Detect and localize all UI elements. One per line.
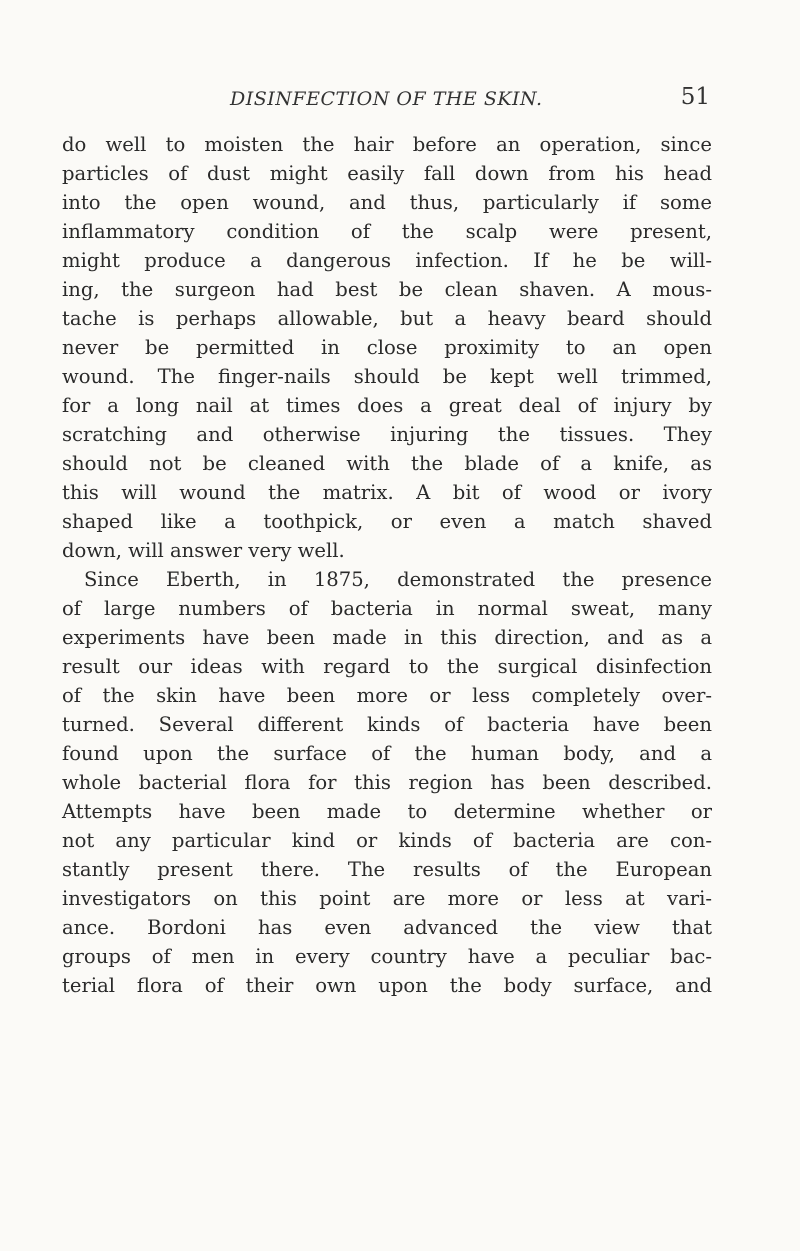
text-line: experiments have been made in this direction, and as a <box>62 626 712 649</box>
page-header <box>90 84 710 118</box>
text-line: particles of dust might easily fall down from his head <box>62 162 712 185</box>
text-line: shaped like a toothpick, or even a match shaved <box>62 510 712 533</box>
text-line: do well to moisten the hair before an operation, since <box>62 133 712 156</box>
text-line: whole bacterial flora for this region has been described. <box>62 771 712 794</box>
text-line: investigators on this point are more or less at vari- <box>62 887 712 910</box>
text-line: terial flora of their own upon the body surface, and <box>62 974 712 997</box>
text-line: wound. The finger-nails should be kept well trimmed, <box>62 365 712 388</box>
text-line: stantly present there. The results of the European <box>62 858 712 881</box>
text-line: result our ideas with regard to the surgical disinfection <box>62 655 712 678</box>
text-line: Attempts have been made to determine whether or <box>62 800 712 823</box>
text-line: turned. Several different kinds of bacteria have been <box>62 713 712 736</box>
text-line: this will wound the matrix. A bit of wood or ivory <box>62 481 712 504</box>
text-line: groups of men in every country have a peculiar bac- <box>62 945 712 968</box>
text-line: inflammatory condition of the scalp were present, <box>62 220 712 243</box>
running-title: DISINFECTION OF THE SKIN. <box>230 88 543 110</box>
text-line: for a long nail at times does a great deal of injury by <box>62 394 712 417</box>
text-line: should not be cleaned with the blade of a knife, as <box>62 452 712 475</box>
text-line: Since Eberth, in 1875, demonstrated the presence <box>84 568 712 591</box>
text-line: ance. Bordoni has even advanced the view that <box>62 916 712 939</box>
text-line: of large numbers of bacteria in normal sweat, many <box>62 597 712 620</box>
page-number: 51 <box>680 84 710 110</box>
text-line: ing, the surgeon had best be clean shaven. A mous- <box>62 278 712 301</box>
text-line: found upon the surface of the human body, and a <box>62 742 712 765</box>
text-line: not any particular kind or kinds of bacteria are con- <box>62 829 712 852</box>
text-line: down, will answer very well. <box>62 539 345 562</box>
text-line: into the open wound, and thus, particularly if some <box>62 191 712 214</box>
text-line: might produce a dangerous infection. If he be will- <box>62 249 712 272</box>
body-text <box>62 130 712 1000</box>
text-line: never be permitted in close proximity to an open <box>62 336 712 359</box>
text-line: scratching and otherwise injuring the tissues. They <box>62 423 712 446</box>
text-line: of the skin have been more or less completely over- <box>62 684 712 707</box>
text-line: tache is perhaps allowable, but a heavy beard should <box>62 307 712 330</box>
